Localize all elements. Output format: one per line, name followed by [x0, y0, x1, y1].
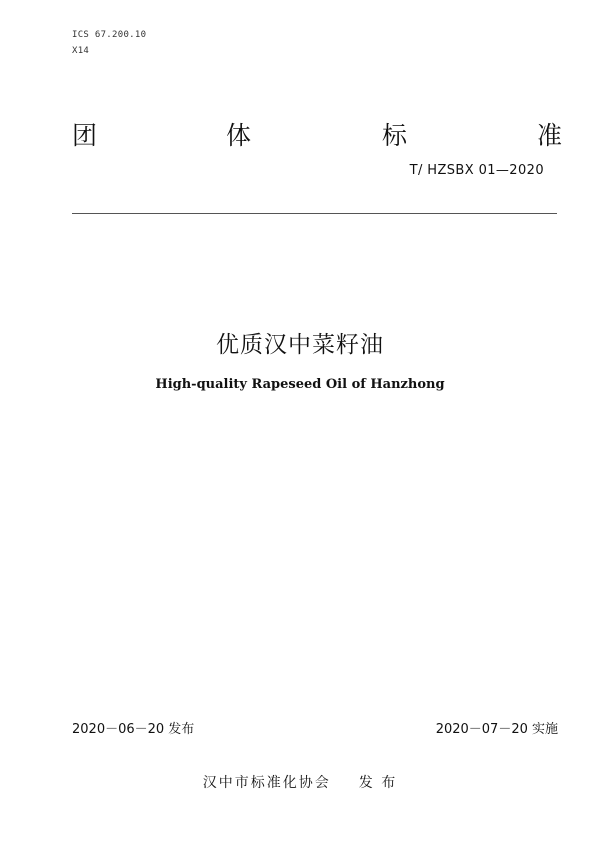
- ics-code: ICS 67.200.10: [72, 30, 147, 40]
- issuer-line: [0, 772, 600, 792]
- standard-type-char-3: 标: [382, 121, 408, 150]
- issuer-action: 发 布: [358, 775, 398, 791]
- standard-type-char-4: 准: [537, 121, 563, 150]
- implement-date: 2020－07－20 实施: [435, 722, 558, 737]
- standard-type-char-2: 体: [226, 121, 252, 150]
- issuer-name: 汉中市标准化协会: [202, 775, 331, 791]
- standard-type-char-1: 团: [72, 121, 98, 150]
- title-english: High-quality Rapeseed Oil of Hanzhong: [155, 377, 445, 392]
- standard-number: T/ HZSBX 01—2020: [409, 163, 544, 178]
- standard-type-heading: [72, 116, 562, 150]
- publish-date: 2020－06－20 发布: [72, 722, 195, 737]
- ccs-code: X14: [72, 46, 90, 56]
- title-chinese: 优质汉中菜籽油: [216, 332, 384, 358]
- header-divider: [72, 213, 557, 214]
